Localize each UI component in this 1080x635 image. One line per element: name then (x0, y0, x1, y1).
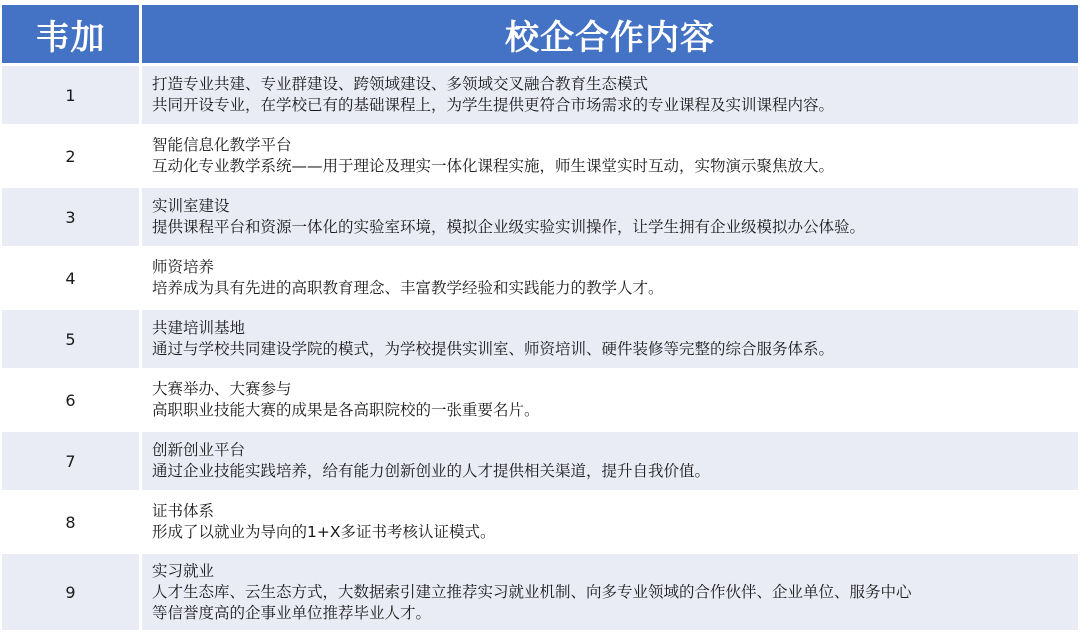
row-content (142, 432, 1078, 490)
row-description: 高职职业技能大赛的成果是各高职院校的一张重要名片。 (152, 401, 540, 419)
row-description: 通过与学校共同建设学院的模式，为学校提供实训室、师资培训、硬件装修等完整的综合服务体系。 (152, 340, 835, 358)
table-row (2, 66, 1078, 124)
row-number: 8 (2, 493, 142, 551)
row-content (142, 493, 1078, 551)
row-description: 形成了以就业为导向的1+X多证书考核认证模式。 (152, 523, 496, 541)
row-content (142, 66, 1078, 124)
row-number: 2 (2, 127, 142, 185)
row-title: 打造专业共建、专业群建设、跨领域建设、多领域交叉融合教育生态模式 (152, 75, 649, 93)
row-number: 7 (2, 432, 142, 490)
row-title: 共建培训基地 (152, 319, 246, 337)
row-title: 实训室建设 (152, 197, 230, 215)
row-description: 互动化专业教学系统——用于理论及理实一体化课程实施，师生课堂实时互动，实物演示聚焦放大。 (152, 157, 835, 175)
row-content (142, 249, 1078, 307)
row-content (142, 127, 1078, 185)
table-row (2, 371, 1078, 429)
row-number: 6 (2, 371, 142, 429)
row-content (142, 371, 1078, 429)
cooperation-table (2, 2, 1078, 633)
row-title: 实习就业 (152, 561, 215, 580)
table-row (2, 127, 1078, 185)
row-title: 创新创业平台 (152, 441, 246, 459)
header-cell-company: 韦加 (2, 5, 142, 63)
row-description: 人才生态库、云生态方式，大数据索引建立推荐实习就业机制、向多专业领域的合作伙伴、企业单位、服务中心 (152, 582, 912, 601)
row-number: 4 (2, 249, 142, 307)
row-description: 通过企业技能实践培养，给有能力创新创业的人才提供相关渠道，提升自我价值。 (152, 462, 711, 480)
header-cell-content: 校企合作内容 (142, 5, 1078, 63)
row-title: 大赛举办、大赛参与 (152, 380, 292, 398)
row-number: 9 (2, 554, 142, 630)
row-description: 共同开设专业，在学校已有的基础课程上，为学生提供更符合市场需求的专业课程及实训课程内容。 (152, 96, 835, 114)
row-number: 1 (2, 66, 142, 124)
row-content (142, 554, 1078, 630)
row-content (142, 310, 1078, 368)
table-row (2, 432, 1078, 490)
row-content (142, 188, 1078, 246)
row-title: 证书体系 (152, 502, 215, 520)
row-title: 智能信息化教学平台 (152, 136, 292, 154)
table-row (2, 493, 1078, 551)
table-row (2, 249, 1078, 307)
table-row (2, 554, 1078, 630)
header-row (2, 5, 1078, 63)
table-row (2, 310, 1078, 368)
row-description: 培养成为具有先进的高职教育理念、丰富教学经验和实践能力的教学人才。 (152, 279, 664, 297)
table-row (2, 188, 1078, 246)
row-number: 3 (2, 188, 142, 246)
row-description: 提供课程平台和资源一体化的实验室环境，模拟企业级实验实训操作，让学生拥有企业级模拟办公体验。 (152, 218, 866, 236)
row-description-continued: 等信誉度高的企事业单位推荐毕业人才。 (152, 603, 432, 622)
row-number: 5 (2, 310, 142, 368)
row-title: 师资培养 (152, 258, 215, 276)
